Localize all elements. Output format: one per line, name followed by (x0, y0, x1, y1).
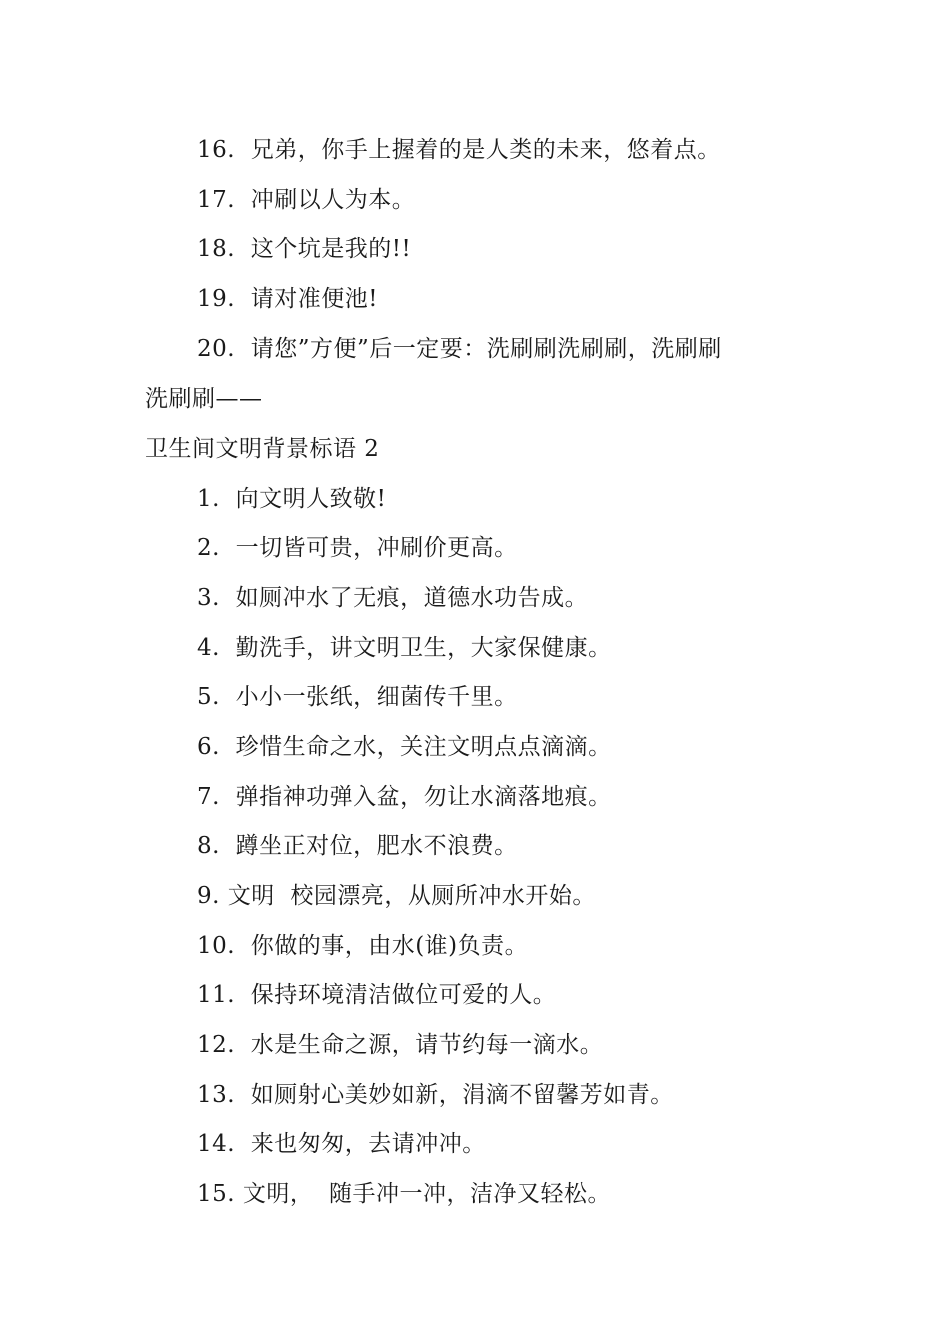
slogan-10: 10. 你做的事，由水(谁)负责。 (197, 933, 529, 959)
section-heading: 卫生间文明背景标语 2 (145, 436, 380, 462)
slogan-8: 8. 蹲坐正对位，肥水不浪费。 (197, 833, 518, 859)
slogan-18: 18. 这个坑是我的!! (197, 236, 412, 262)
slogan-14: 14. 来也匆匆，去请冲冲。 (197, 1131, 486, 1157)
slogan-3: 3. 如厕冲水了无痕，道德水功告成。 (197, 585, 589, 611)
slogan-4: 4. 勤洗手，讲文明卫生，大家保健康。 (197, 635, 612, 661)
slogan-19: 19. 请对准便池! (197, 286, 378, 312)
slogan-2: 2. 一切皆可贵，冲刷价更高。 (197, 535, 518, 561)
slogan-13: 13. 如厕射心美妙如新，涓滴不留馨芳如青。 (197, 1082, 674, 1108)
slogan-12: 12. 水是生命之源，请节约每一滴水。 (197, 1032, 604, 1058)
slogan-7: 7. 弹指神功弹入盆，勿让水滴落地痕。 (197, 784, 612, 810)
slogan-9: 9. 文明 校园漂亮，从厕所冲水开始。 (197, 883, 596, 909)
slogan-20-continuation: 洗刷刷—— (145, 386, 263, 412)
slogan-16: 16. 兄弟，你手上握着的是人类的未来，悠着点。 (197, 137, 721, 163)
slogan-17: 17. 冲刷以人为本。 (197, 187, 416, 213)
slogan-1: 1. 向文明人致敬! (197, 486, 387, 512)
slogan-6: 6. 珍惜生命之水，关注文明点点滴滴。 (197, 734, 612, 760)
slogan-11: 11. 保持环境清洁做位可爱的人。 (197, 982, 557, 1008)
slogan-15: 15. 文明， 随手冲一冲，洁净又轻松。 (197, 1181, 612, 1207)
slogan-20: 20. 请您”方便”后一定要：洗刷刷洗刷刷，洗刷刷 (197, 336, 722, 362)
slogan-5: 5. 小小一张纸，细菌传千里。 (197, 684, 518, 710)
